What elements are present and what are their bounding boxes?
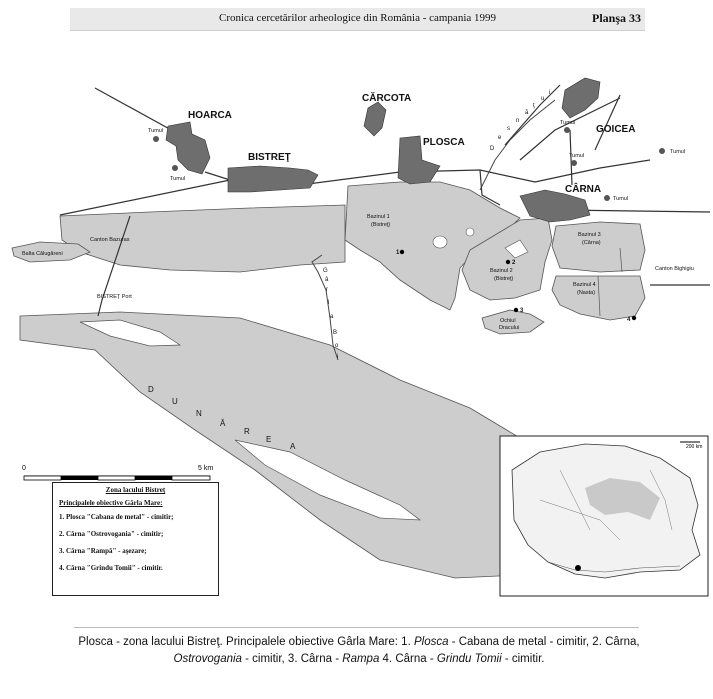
desnatui-letter: n	[516, 118, 520, 124]
tumulus-marker	[571, 160, 577, 166]
label-bazin1: Bazinul 1	[367, 214, 390, 220]
legend-subtitle: Principalele obiective Gârla Mare:	[59, 499, 163, 507]
garla-letter: B	[333, 330, 338, 336]
site-4-marker	[632, 316, 636, 320]
caption-text: - Cabana de metal - cimitir, 2. Cârna,	[448, 636, 640, 648]
bistret-village	[228, 166, 318, 192]
plate-number: Planşa 33	[591, 11, 641, 25]
legend-item: 3. Cârna "Rampă" - aşezare;	[59, 547, 147, 555]
label-canton-bighigiu: Canton Bighigiu	[655, 266, 694, 272]
site-3-number: 3	[520, 308, 524, 314]
inset-map	[500, 436, 708, 596]
label-dracului: Dracului	[499, 325, 520, 331]
label-bazin2-sub: (Bistreţ)	[494, 276, 514, 282]
caption-italic: Rampa	[342, 653, 380, 665]
tumulus-marker	[172, 165, 178, 171]
site-1-marker	[400, 250, 404, 254]
garla-letter: â	[325, 277, 329, 283]
danube-letter: A	[290, 442, 296, 451]
caption-text: Plosca - zona lacului Bistreţ. Principalele obiective Gârla Mare: 1.	[78, 636, 414, 648]
desnatui-letter: D	[490, 146, 495, 152]
tumulus-marker	[564, 127, 570, 133]
danube-letter: Ă	[220, 419, 226, 428]
label-bistret-port: BISTREŢ Port	[97, 294, 132, 300]
label-tumul: Tumul	[148, 128, 164, 134]
inset-site-marker	[575, 565, 581, 571]
desnatui-letter: ţ	[533, 103, 535, 109]
basin-3	[552, 222, 645, 272]
scale-start-label: 0	[22, 465, 26, 472]
desnatui-channel	[480, 100, 555, 190]
goicea-village	[562, 78, 600, 118]
garla-letter: o	[335, 343, 339, 349]
danube-letter: U	[172, 397, 178, 406]
label-balta-calugareni: Balta Călugăreni	[22, 251, 63, 257]
islet	[433, 236, 447, 248]
label-goicea: GOICEA	[596, 124, 636, 135]
garla-letter: r	[326, 287, 328, 293]
islet	[466, 228, 474, 236]
label-tumul: Tumul	[560, 120, 576, 126]
label-tumul: Tumul	[170, 176, 186, 182]
label-bazin2: Bazinul 2	[490, 268, 513, 274]
garla-letter: i	[337, 354, 339, 360]
label-bazin3-sub: (Cârna)	[582, 240, 601, 246]
label-tumul: Tumul	[613, 196, 629, 202]
label-tumul: Tumul	[569, 153, 585, 159]
garla-letter: l	[328, 300, 330, 306]
label-plosca: PLOSCA	[423, 137, 465, 148]
garla-letter: a	[330, 314, 334, 320]
site-4-number: 4	[627, 317, 631, 323]
legend-item: 2. Cârna "Ostrovogania" - cimitir;	[59, 530, 164, 538]
journal-title: Cronica cercetărilor arheologice din România - campania 1999	[218, 12, 497, 24]
danube-letter: E	[266, 435, 272, 444]
desnatui-letter: e	[498, 135, 502, 141]
inset-scale-label: 200 km	[686, 444, 703, 450]
label-canton-bazuras: Canton Bazuras	[90, 237, 130, 243]
caption-italic: Grindu Tomii	[436, 653, 502, 665]
caption-italic: Ostrovogania	[173, 653, 242, 665]
label-carcota: CĂRCOTA	[362, 93, 412, 104]
desnatui-letter: s	[507, 126, 510, 132]
scale-bar	[22, 465, 213, 480]
danube-letter: N	[196, 409, 202, 418]
label-hoarca: HOARCA	[188, 110, 232, 121]
caption-text: - cimitir.	[501, 653, 545, 665]
site-2-number: 2	[512, 260, 516, 266]
label-bazin4-sub: (Nasta)	[577, 290, 596, 296]
caption-text: - cimitir, 3. Cârna -	[241, 653, 343, 665]
site-2-marker	[506, 260, 510, 264]
legend-box	[52, 482, 219, 596]
caption-rule	[74, 627, 639, 628]
tumulus-marker	[153, 136, 159, 142]
desnatui-letter: u	[541, 96, 545, 102]
site-3-marker	[514, 308, 518, 312]
label-bazin1-sub: (Bistreţ)	[371, 222, 391, 228]
label-bazin4: Bazinul 4	[573, 282, 596, 288]
legend-item: 1. Plosca "Cabana de metal" - cimitir;	[59, 513, 174, 521]
label-carna: CÂRNA	[565, 184, 602, 195]
desnatui-letter: i	[549, 90, 551, 96]
label-ochiul: Ochiul	[500, 318, 516, 324]
figure-caption	[74, 634, 644, 668]
danube-letter: R	[244, 427, 250, 436]
label-tumul: Tumul	[670, 149, 686, 155]
label-bazin3: Bazinul 3	[578, 232, 601, 238]
scale-end-label: 5 km	[198, 465, 214, 472]
desnatui-letter: ă	[525, 110, 529, 116]
caption-text: 4. Cârna -	[379, 653, 437, 665]
label-bistret: BISTREŢ	[248, 152, 291, 163]
garla-letter: G	[323, 268, 328, 274]
danube-letter: D	[148, 385, 154, 394]
tumulus-marker	[659, 148, 665, 154]
legend-item: 4. Cârna "Grindu Tomii" - cimitir.	[59, 564, 163, 572]
site-1-number: 1	[396, 250, 400, 256]
legend-title: Zona lacului Bistreţ	[105, 486, 166, 494]
carcota-village	[364, 102, 386, 136]
tumulus-marker	[604, 195, 610, 201]
caption-italic: Plosca	[413, 636, 449, 648]
